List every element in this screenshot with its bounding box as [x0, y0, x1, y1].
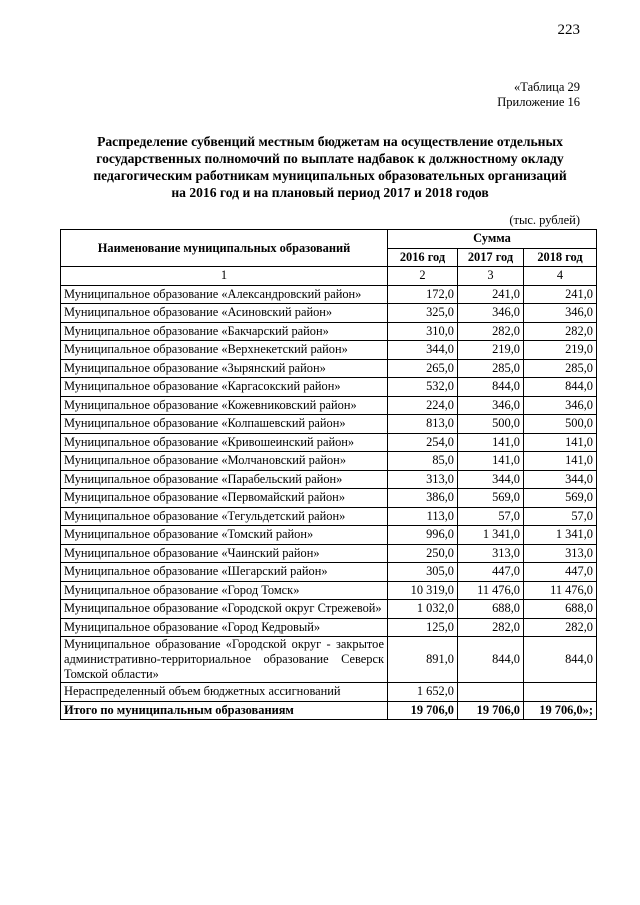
value-2018: 447,0: [524, 563, 597, 582]
total-2018: 19 706,0»;: [524, 701, 597, 720]
table-row: [61, 322, 597, 341]
municipality-name: Муниципальное образование «Молчановский район»: [61, 452, 388, 471]
value-2016: 1 032,0: [388, 600, 458, 619]
value-2017: 688,0: [458, 600, 524, 619]
value-2017: 346,0: [458, 304, 524, 323]
table-row: [61, 396, 597, 415]
header-year-2017: 2017 год: [458, 248, 524, 267]
municipality-name: Муниципальное образование «Зырянский район»: [61, 359, 388, 378]
appendix-label: Приложение 16: [497, 95, 580, 109]
table-row: [61, 452, 597, 471]
value-2018: 1 341,0: [524, 526, 597, 545]
table-row: [61, 341, 597, 360]
value-2018: 569,0: [524, 489, 597, 508]
value-2016: 1 652,0: [388, 683, 458, 702]
header-year-2016: 2016 год: [388, 248, 458, 267]
table-row: [61, 359, 597, 378]
municipality-name: Муниципальное образование «Город Кедровый»: [61, 618, 388, 637]
total-label: Итого по муниципальным образованиям: [61, 701, 388, 720]
value-2016: 532,0: [388, 378, 458, 397]
value-2016: 344,0: [388, 341, 458, 360]
table-row: [61, 544, 597, 563]
value-2016: 265,0: [388, 359, 458, 378]
title-line: педагогическим работникам муниципальных образовательных организаций: [93, 168, 567, 183]
municipality-name: Нераспределенный объем бюджетных ассигнований: [61, 683, 388, 702]
value-2016: 996,0: [388, 526, 458, 545]
value-2017: [458, 683, 524, 702]
value-2018: 282,0: [524, 618, 597, 637]
municipality-name: Муниципальное образование «Кожевниковский район»: [61, 396, 388, 415]
municipality-name: Муниципальное образование «Первомайский район»: [61, 489, 388, 508]
value-2018: 346,0: [524, 304, 597, 323]
document-title: [60, 133, 600, 201]
table-row: [61, 618, 597, 637]
value-2017: 141,0: [458, 433, 524, 452]
value-2017: 500,0: [458, 415, 524, 434]
municipality-name: Муниципальное образование «Асиновский район»: [61, 304, 388, 323]
header-row: [61, 230, 597, 249]
table-row: [61, 285, 597, 304]
value-2017: 141,0: [458, 452, 524, 471]
value-2016: 325,0: [388, 304, 458, 323]
value-2016: 113,0: [388, 507, 458, 526]
value-2016: 85,0: [388, 452, 458, 471]
value-2016: 172,0: [388, 285, 458, 304]
value-2017: 219,0: [458, 341, 524, 360]
value-2017: 313,0: [458, 544, 524, 563]
value-2017: 569,0: [458, 489, 524, 508]
index-cell: 1: [61, 267, 388, 286]
municipality-name: Муниципальное образование «Каргасокский район»: [61, 378, 388, 397]
municipality-name: Муниципальное образование «Городской округ Стрежевой»: [61, 600, 388, 619]
value-2018: 844,0: [524, 378, 597, 397]
municipality-name: Муниципальное образование «Тегульдетский район»: [61, 507, 388, 526]
value-2016: 250,0: [388, 544, 458, 563]
table-row: [61, 683, 597, 702]
value-2016: 310,0: [388, 322, 458, 341]
municipality-name: Муниципальное образование «Парабельский район»: [61, 470, 388, 489]
table-row: [61, 526, 597, 545]
value-2018: 57,0: [524, 507, 597, 526]
value-2017: 447,0: [458, 563, 524, 582]
value-2016: 125,0: [388, 618, 458, 637]
value-2017: 844,0: [458, 378, 524, 397]
header-sum-col: Сумма: [388, 230, 597, 249]
table-row: [61, 600, 597, 619]
value-2018: 219,0: [524, 341, 597, 360]
value-2018: 346,0: [524, 396, 597, 415]
municipality-name: Муниципальное образование «Колпашевский район»: [61, 415, 388, 434]
table-row: [61, 470, 597, 489]
value-2016: 386,0: [388, 489, 458, 508]
table-row: [61, 581, 597, 600]
table-row: [61, 415, 597, 434]
value-2018: 282,0: [524, 322, 597, 341]
municipality-name: Муниципальное образование «Чаинский район»: [61, 544, 388, 563]
municipality-name: Муниципальное образование «Шегарский район»: [61, 563, 388, 582]
value-2018: 241,0: [524, 285, 597, 304]
value-2017: 285,0: [458, 359, 524, 378]
table-row: [61, 507, 597, 526]
value-2018: [524, 683, 597, 702]
page-number: 223: [557, 22, 580, 38]
municipality-name: Муниципальное образование «Верхнекетский район»: [61, 341, 388, 360]
municipality-name: Муниципальное образование «Бакчарский район»: [61, 322, 388, 341]
value-2017: 57,0: [458, 507, 524, 526]
table-row: [61, 563, 597, 582]
value-2018: 688,0: [524, 600, 597, 619]
municipality-name: Муниципальное образование «Томский район»: [61, 526, 388, 545]
value-2017: 282,0: [458, 322, 524, 341]
value-2016: 254,0: [388, 433, 458, 452]
value-2018: 141,0: [524, 433, 597, 452]
value-2016: 891,0: [388, 637, 458, 683]
value-2018: 141,0: [524, 452, 597, 471]
table-body: [61, 285, 597, 701]
index-cell: 3: [458, 267, 524, 286]
value-2016: 313,0: [388, 470, 458, 489]
value-2016: 813,0: [388, 415, 458, 434]
value-2016: 305,0: [388, 563, 458, 582]
value-2016: 10 319,0: [388, 581, 458, 600]
title-line: государственных полномочий по выплате надбавок к должностному окладу: [96, 151, 564, 166]
value-2018: 500,0: [524, 415, 597, 434]
table-label: «Таблица 29: [514, 80, 580, 94]
municipality-name: Муниципальное образование «Городской округ - закрытое административно-территориальное образование Северск Томской области»: [61, 637, 388, 683]
table-reference: [497, 80, 580, 110]
table-row: [61, 433, 597, 452]
table-row: [61, 637, 597, 683]
total-2016: 19 706,0: [388, 701, 458, 720]
index-row: [61, 267, 597, 286]
table-row: [61, 304, 597, 323]
value-2017: 346,0: [458, 396, 524, 415]
total-row: [61, 701, 597, 720]
value-2018: 313,0: [524, 544, 597, 563]
header-name-col: Наименование муниципальных образований: [61, 230, 388, 267]
subvention-table: [60, 229, 597, 720]
unit-note: (тыс. рублей): [509, 213, 580, 227]
header-year-2018: 2018 год: [524, 248, 597, 267]
value-2017: 241,0: [458, 285, 524, 304]
value-2017: 11 476,0: [458, 581, 524, 600]
value-2018: 344,0: [524, 470, 597, 489]
value-2018: 844,0: [524, 637, 597, 683]
title-line: на 2016 год и на плановый период 2017 и 2018 годов: [171, 185, 489, 200]
value-2017: 1 341,0: [458, 526, 524, 545]
municipality-name: Муниципальное образование «Кривошеинский район»: [61, 433, 388, 452]
table-row: [61, 489, 597, 508]
title-line: Распределение субвенций местным бюджетам на осуществление отдельных: [97, 134, 563, 149]
index-cell: 2: [388, 267, 458, 286]
value-2017: 344,0: [458, 470, 524, 489]
value-2017: 282,0: [458, 618, 524, 637]
value-2018: 285,0: [524, 359, 597, 378]
value-2018: 11 476,0: [524, 581, 597, 600]
table-row: [61, 378, 597, 397]
index-cell: 4: [524, 267, 597, 286]
total-2017: 19 706,0: [458, 701, 524, 720]
municipality-name: Муниципальное образование «Город Томск»: [61, 581, 388, 600]
value-2016: 224,0: [388, 396, 458, 415]
municipality-name: Муниципальное образование «Александровский район»: [61, 285, 388, 304]
value-2017: 844,0: [458, 637, 524, 683]
